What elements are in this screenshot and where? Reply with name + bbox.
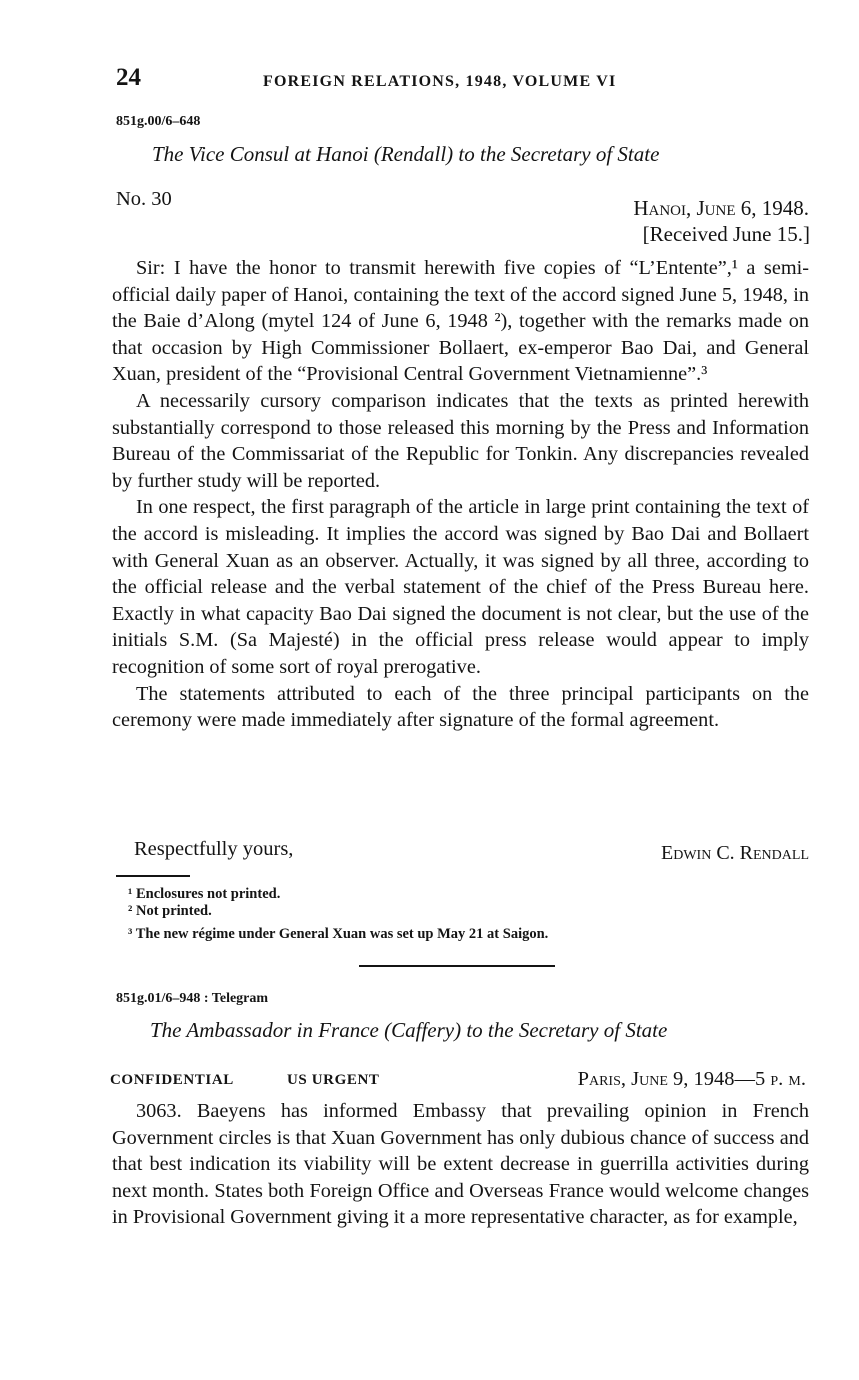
paragraph: In one respect, the first paragraph of the article in large print containing the text of the accord is misleading. It implies the accord was signed by Bao Dai and Bollaert with General Xuan as an observer. Actually, it was signed by all three, according to the official release and the verbal statement of the chief of the Press Bureau here. Exactly in what capacity Bao Dai signed the document is not clear, but the use of the initials S.M. (Sa Majesté) in the official press release would appear to imply recognition of some sort of royal prerogative. <box>112 496 809 678</box>
paragraph: 3063. Baeyens has informed Embassy that prevailing opinion in French Government circles is that Xuan Government has only dubious chance of success and that best indication its viability will be extent decrease in guerrilla activities during next month. States both Foreign Office and Overseas France would welcome changes in Provisional Government giving it a more representative character, as for example, <box>112 1100 809 1229</box>
paragraph: The statements attributed to each of the three principal participants on the ceremony were made immediately after signature of the formal agreement. <box>112 682 809 732</box>
running-title: FOREIGN RELATIONS, 1948, VOLUME VI <box>263 73 617 90</box>
footnote: ¹ Enclosures not printed. <box>128 886 281 902</box>
signature: Edwin C. Rendall <box>661 842 809 864</box>
dispatch-number: No. 30 <box>116 188 172 210</box>
closing: Respectfully yours, <box>134 838 294 860</box>
paragraph: A necessarily cursory comparison indicates that the texts as printed herewith substantially correspond to those released this morning by the Press and Information Bureau of the Commissariat of the Republic for Tonkin. Any discrepancies revealed by further study will be reported. <box>112 389 809 492</box>
letter-body <box>112 255 809 734</box>
classification-label: CONFIDENTIAL <box>110 1072 234 1088</box>
file-number: 851g.00/6–648 <box>116 114 201 129</box>
paragraph: Sir: I have the honor to transmit herewith five copies of “L’Entente”,¹ a semi-official daily paper of Hanoi, containing the text of the accord signed June 5, 1948, in the Baie d’Along (mytel 124 of June 6, 1948 ²), together with the remarks made on that occasion by High Commissioner Bollaert, ex-emperor Bao Dai, and General Xuan, president of the “Provisional Central Government Vietnamienne”.³ <box>112 257 809 386</box>
telegram-body <box>112 1098 809 1231</box>
footnote: ² Not printed. <box>128 903 212 919</box>
priority-label: US URGENT <box>287 1072 380 1088</box>
file-number: 851g.01/6–948 : Telegram <box>116 991 269 1006</box>
place-date: Paris, June 9, 1948—5 p. m. <box>577 1068 806 1090</box>
footnote: ³ The new régime under General Xuan was set up May 21 at Saigon. <box>128 926 549 942</box>
section-divider <box>359 965 555 967</box>
document-title: The Ambassador in France (Caffery) to the Secretary of State <box>150 1018 668 1042</box>
place-date: Hanoi, June 6, 1948. <box>633 196 809 220</box>
page-number: 24 <box>116 64 141 91</box>
document-title: The Vice Consul at Hanoi (Rendall) to the Secretary of State <box>152 142 660 166</box>
received-date: [Received June 15.] <box>642 222 810 246</box>
footnote-rule <box>116 875 190 877</box>
